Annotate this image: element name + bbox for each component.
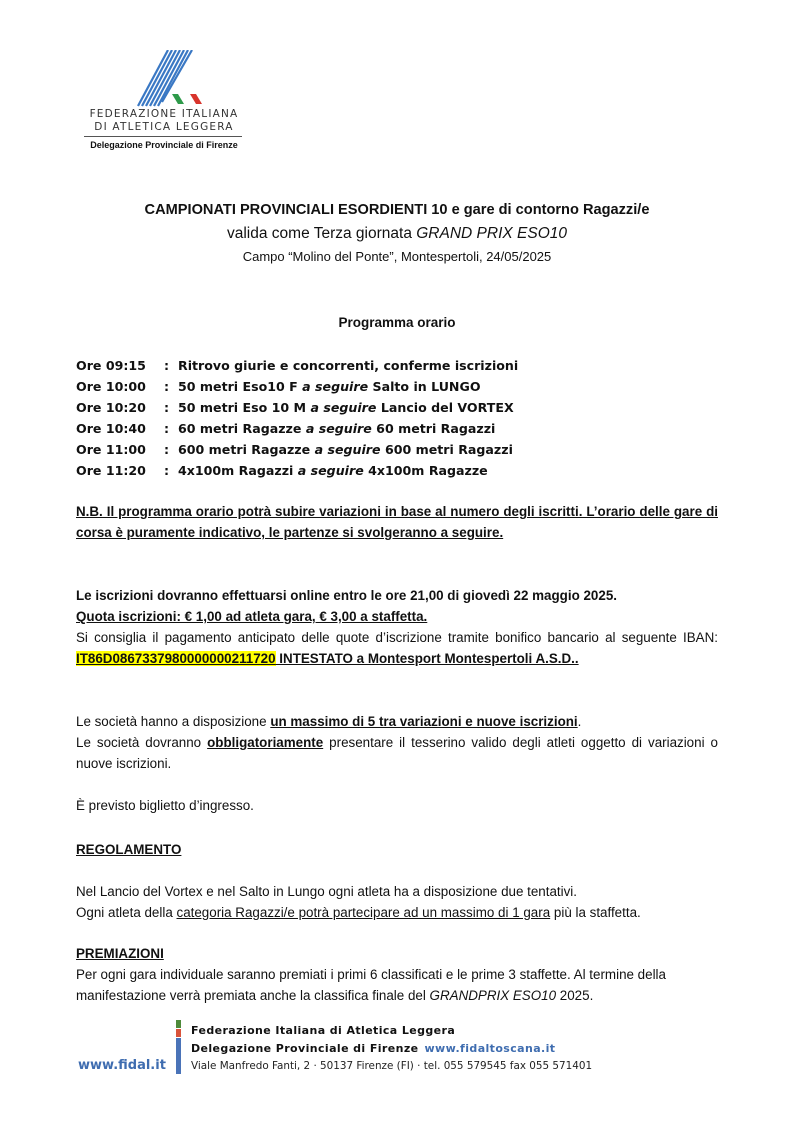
fidal-logo	[78, 48, 248, 153]
card-rule-suffix: presentare il tesserino valido degli atleti oggetto di variazioni o nuove iscrizioni.	[76, 735, 718, 771]
schedule-time: Ore 09:15	[76, 358, 146, 373]
schedule-separator: :	[164, 358, 170, 373]
premiazioni-text-prefix: Per ogni gara individuale saranno premiati i primi 6 classificati e le prime 3 staffette. Al termine della manifestazione verrà premiata anche la classifica finale del	[76, 967, 666, 1003]
logo-subtitle: Delegazione Provinciale di Firenze	[90, 140, 238, 150]
premiazioni-text-italic: GRANDPRIX ESO10	[429, 988, 557, 1003]
schedule-event: 600 metri Ragazze	[178, 442, 315, 457]
fidal-website-link[interactable]: www.fidal.it	[78, 1058, 166, 1073]
logo-divider	[84, 136, 242, 137]
schedule-time: Ore 10:40	[76, 421, 146, 436]
variation-limit	[76, 711, 718, 732]
subtitle-text: valida come Terza giornata	[226, 225, 417, 242]
logo-line-2: DI ATLETICA LEGGERA	[94, 121, 234, 133]
fidal-logo-icon	[130, 50, 220, 108]
fidaltoscana-link[interactable]: www.fidaltoscana.it	[424, 1042, 556, 1055]
schedule-separator: :	[164, 442, 170, 457]
schedule-connector: a seguire	[310, 400, 377, 415]
schedule-separator: :	[164, 379, 170, 394]
schedule-connector: a seguire	[302, 379, 369, 394]
footer-bar-blue-icon	[176, 1038, 181, 1074]
variation-limit-suffix: .	[577, 714, 582, 729]
schedule-time: Ore 10:20	[76, 400, 146, 415]
schedule-event-next: 60 metri Ragazzi	[371, 421, 496, 436]
registration-deadline: Le iscrizioni dovranno effettuarsi online entro le ore 21,00 di giovedì 22 maggio 2025.	[76, 588, 617, 603]
registration-fee: Quota iscrizioni: € 1,00 ad atleta gara, € 3,00 a staffetta.	[76, 609, 428, 624]
premiazioni-text-suffix: 2025.	[556, 988, 594, 1003]
schedule-time: Ore 11:20	[76, 463, 146, 478]
schedule-connector: a seguire	[305, 421, 372, 436]
schedule-separator: :	[164, 400, 170, 415]
iban-value: IT86D0867337980000000211720	[76, 651, 276, 666]
footer-flag-green-icon	[176, 1020, 181, 1028]
schedule-event: 60 metri Ragazze	[178, 421, 306, 436]
document-title: CAMPIONATI PROVINCIALI ESORDIENTI 10 e gare di contorno Ragazzi/e	[144, 202, 650, 218]
membership-card-rule	[76, 732, 718, 774]
variation-limit-prefix: Le società hanno a disposizione	[76, 714, 271, 729]
schedule-event: 50 metri Eso10 F	[178, 379, 303, 394]
card-rule-bold: obbligatoriamente	[207, 735, 324, 750]
schedule-time: Ore 11:00	[76, 442, 146, 457]
beneficiary: INTESTATO a Montesport Montespertoli A.S.D..	[275, 651, 579, 666]
variation-limit-bold: un massimo di 5 tra variazioni e nuove iscrizioni	[270, 714, 578, 729]
logo-line-1: FEDERAZIONE ITALIANA	[89, 108, 239, 120]
footer-address: Viale Manfredo Fanti, 2 · 50137 Firenze (FI) · tel. 055 579545 fax 055 571401	[191, 1060, 593, 1072]
society-rules	[76, 711, 718, 816]
schedule-event: Ritrovo giurie e concorrenti, conferme iscrizioni	[178, 358, 519, 373]
premiazioni-section	[76, 943, 718, 1006]
footer-org-name: Federazione Italiana di Atletica Leggera	[191, 1024, 456, 1037]
schedule-event: 50 metri Eso 10 M	[178, 400, 311, 415]
schedule-row	[76, 376, 518, 397]
document-subtitle	[0, 225, 794, 243]
schedule-event-next: 4x100m Ragazze	[363, 463, 488, 478]
regolamento-line-2	[76, 902, 718, 923]
schedule-time: Ore 10:00	[76, 379, 146, 394]
payment-text: Si consiglia il pagamento anticipato delle quote d’iscrizione tramite bonifico bancario al seguente IBAN:	[76, 630, 718, 645]
subtitle-italic: GRAND PRIX ESO10	[416, 225, 567, 242]
schedule-event: 4x100m Ragazzi	[178, 463, 298, 478]
payment-info	[76, 627, 718, 669]
schedule-connector: a seguire	[297, 463, 364, 478]
card-rule-prefix: Le società dovranno	[76, 735, 208, 750]
schedule-row	[76, 418, 518, 439]
schedule-row	[76, 460, 518, 481]
schedule-separator: :	[164, 421, 170, 436]
footer-flag-red-icon	[176, 1029, 181, 1037]
footer	[78, 1018, 638, 1078]
schedule-event-next: Lancio del VORTEX	[376, 400, 514, 415]
premiazioni-heading: PREMIAZIONI	[76, 946, 164, 961]
registration-block	[76, 585, 718, 669]
schedule-note: N.B. Il programma orario potrà subire variazioni in base al numero degli iscritti. L’orario delle gare di corsa è puramente indicativo, le partenze si svolgeranno a seguire.	[76, 504, 718, 540]
schedule-row	[76, 397, 518, 418]
schedule-event-next: 600 metri Ragazzi	[380, 442, 513, 457]
schedule-row	[76, 439, 518, 460]
regolamento-line-2-underlined: categoria Ragazzi/e potrà partecipare ad un massimo di 1 gara	[176, 905, 551, 920]
regolamento-section	[76, 839, 718, 923]
premiazioni-text	[76, 964, 718, 1006]
regolamento-line-1: Nel Lancio del Vortex e nel Salto in Lungo ogni atleta ha a disposizione due tentativi.	[76, 884, 578, 899]
schedule-list	[76, 355, 518, 481]
footer-delegation-name: Delegazione Provinciale di Firenze	[191, 1042, 419, 1055]
schedule-event-next: Salto in LUNGO	[368, 379, 481, 394]
schedule-title: Programma orario	[338, 315, 456, 330]
schedule-connector: a seguire	[314, 442, 381, 457]
ticket-info: È previsto biglietto d’ingresso.	[76, 798, 254, 813]
regolamento-line-2-prefix: Ogni atleta della	[76, 905, 177, 920]
regolamento-heading: REGOLAMENTO	[76, 842, 182, 857]
regolamento-line-2-suffix: più la staffetta.	[550, 905, 641, 920]
footer-delegation	[191, 1042, 555, 1055]
venue-date: Campo “Molino del Ponte”, Montespertoli, 24/05/2025	[242, 249, 552, 264]
schedule-separator: :	[164, 463, 170, 478]
schedule-row	[76, 355, 518, 376]
